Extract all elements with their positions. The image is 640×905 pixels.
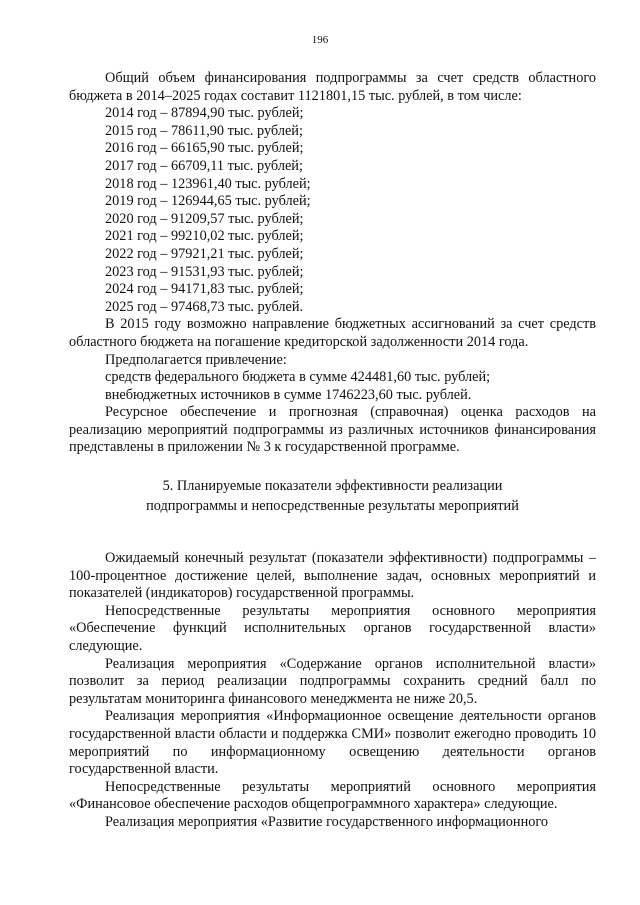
year-line-2016: 2016 год – 66165,90 тыс. рублей; bbox=[105, 140, 304, 157]
section-paragraph-2: Непосредственные результаты мероприятия основного мероприятия «Обеспечение функций исполнительных органов государственной власти» следующие. bbox=[69, 602, 596, 655]
page-content bbox=[69, 70, 596, 831]
year-line-2023: 2023 год – 91531,93 тыс. рублей; bbox=[105, 263, 304, 280]
year-line-2018: 2018 год – 123961,40 тыс. рублей; bbox=[105, 175, 311, 192]
year-line-2019: 2019 год – 126944,65 тыс. рублей; bbox=[105, 193, 311, 210]
attraction-intro: Предполагается привлечение: bbox=[105, 351, 287, 368]
section-heading-line-1: 5. Планируемые показатели эффективности реализации bbox=[162, 478, 503, 495]
year-line-2024: 2024 год – 94171,83 тыс. рублей; bbox=[105, 281, 304, 298]
debt-note: В 2015 году возможно направление бюджетных ассигнований за счет средств областного бюджета на погашение кредиторской задолженности 2014 года. bbox=[69, 316, 596, 350]
section-paragraph-5: Непосредственные результаты мероприятий основного мероприятия «Финансовое обеспечение расходов общепрограммного характера» следующие. bbox=[69, 778, 596, 813]
year-line-2025: 2025 год – 97468,73 тыс. рублей. bbox=[105, 298, 304, 315]
yearly-financing-list bbox=[69, 105, 596, 316]
section-heading-line-2: подпрограммы и непосредственные результаты мероприятий bbox=[146, 498, 519, 515]
federal-budget-line: средств федерального бюджета в сумме 424481,60 тыс. рублей; bbox=[105, 369, 491, 386]
financing-intro: Общий объем финансирования подпрограммы за счет средств областного бюджета в 2014–2025 годах составит 1121801,15 тыс. рублей, в том числе: bbox=[69, 70, 596, 104]
year-line-2017: 2017 год – 66709,11 тыс. рублей; bbox=[105, 157, 303, 174]
page-number: 196 bbox=[311, 34, 329, 46]
section-heading bbox=[69, 476, 596, 516]
resource-note: Ресурсное обеспечение и прогнозная (справочная) оценка расходов на реализацию мероприятий подпрограммы из различных источников финансирования представлены в приложении № 3 к государственной программе. bbox=[69, 404, 596, 456]
year-line-2015: 2015 год – 78611,90 тыс. рублей; bbox=[105, 122, 303, 139]
year-line-2020: 2020 год – 91209,57 тыс. рублей; bbox=[105, 210, 304, 227]
year-line-2021: 2021 год – 99210,02 тыс. рублей; bbox=[105, 228, 304, 245]
section-paragraph-3: Реализация мероприятия «Содержание органов исполнительной власти» позволит за период реализации подпрограммы сохранить средний балл по результатам мониторинга финансового менеджмента не ниже 20,5. bbox=[69, 655, 596, 707]
year-line-2022: 2022 год – 97921,21 тыс. рублей; bbox=[105, 245, 304, 262]
extrabudgetary-line: внебюджетных источников в сумме 1746223,60 тыс. рублей. bbox=[105, 386, 472, 403]
section-paragraph-6: Реализация мероприятия «Развитие государственного информационного bbox=[105, 813, 549, 830]
section-paragraph-4: Реализация мероприятия «Информационное освещение деятельности органов государственной власти области и поддержка СМИ» позволит ежегодно проводить 10 мероприятий по информационному освещению деятельности органов государственной власти. bbox=[69, 708, 596, 778]
section-paragraph-1: Ожидаемый конечный результат (показатели эффективности) подпрограммы – 100-процентное достижение целей, выполнение задач, основных мероприятий и показателей (индикаторов) государственной программы. bbox=[69, 550, 596, 602]
year-line-2014: 2014 год – 87894,90 тыс. рублей; bbox=[105, 105, 304, 122]
